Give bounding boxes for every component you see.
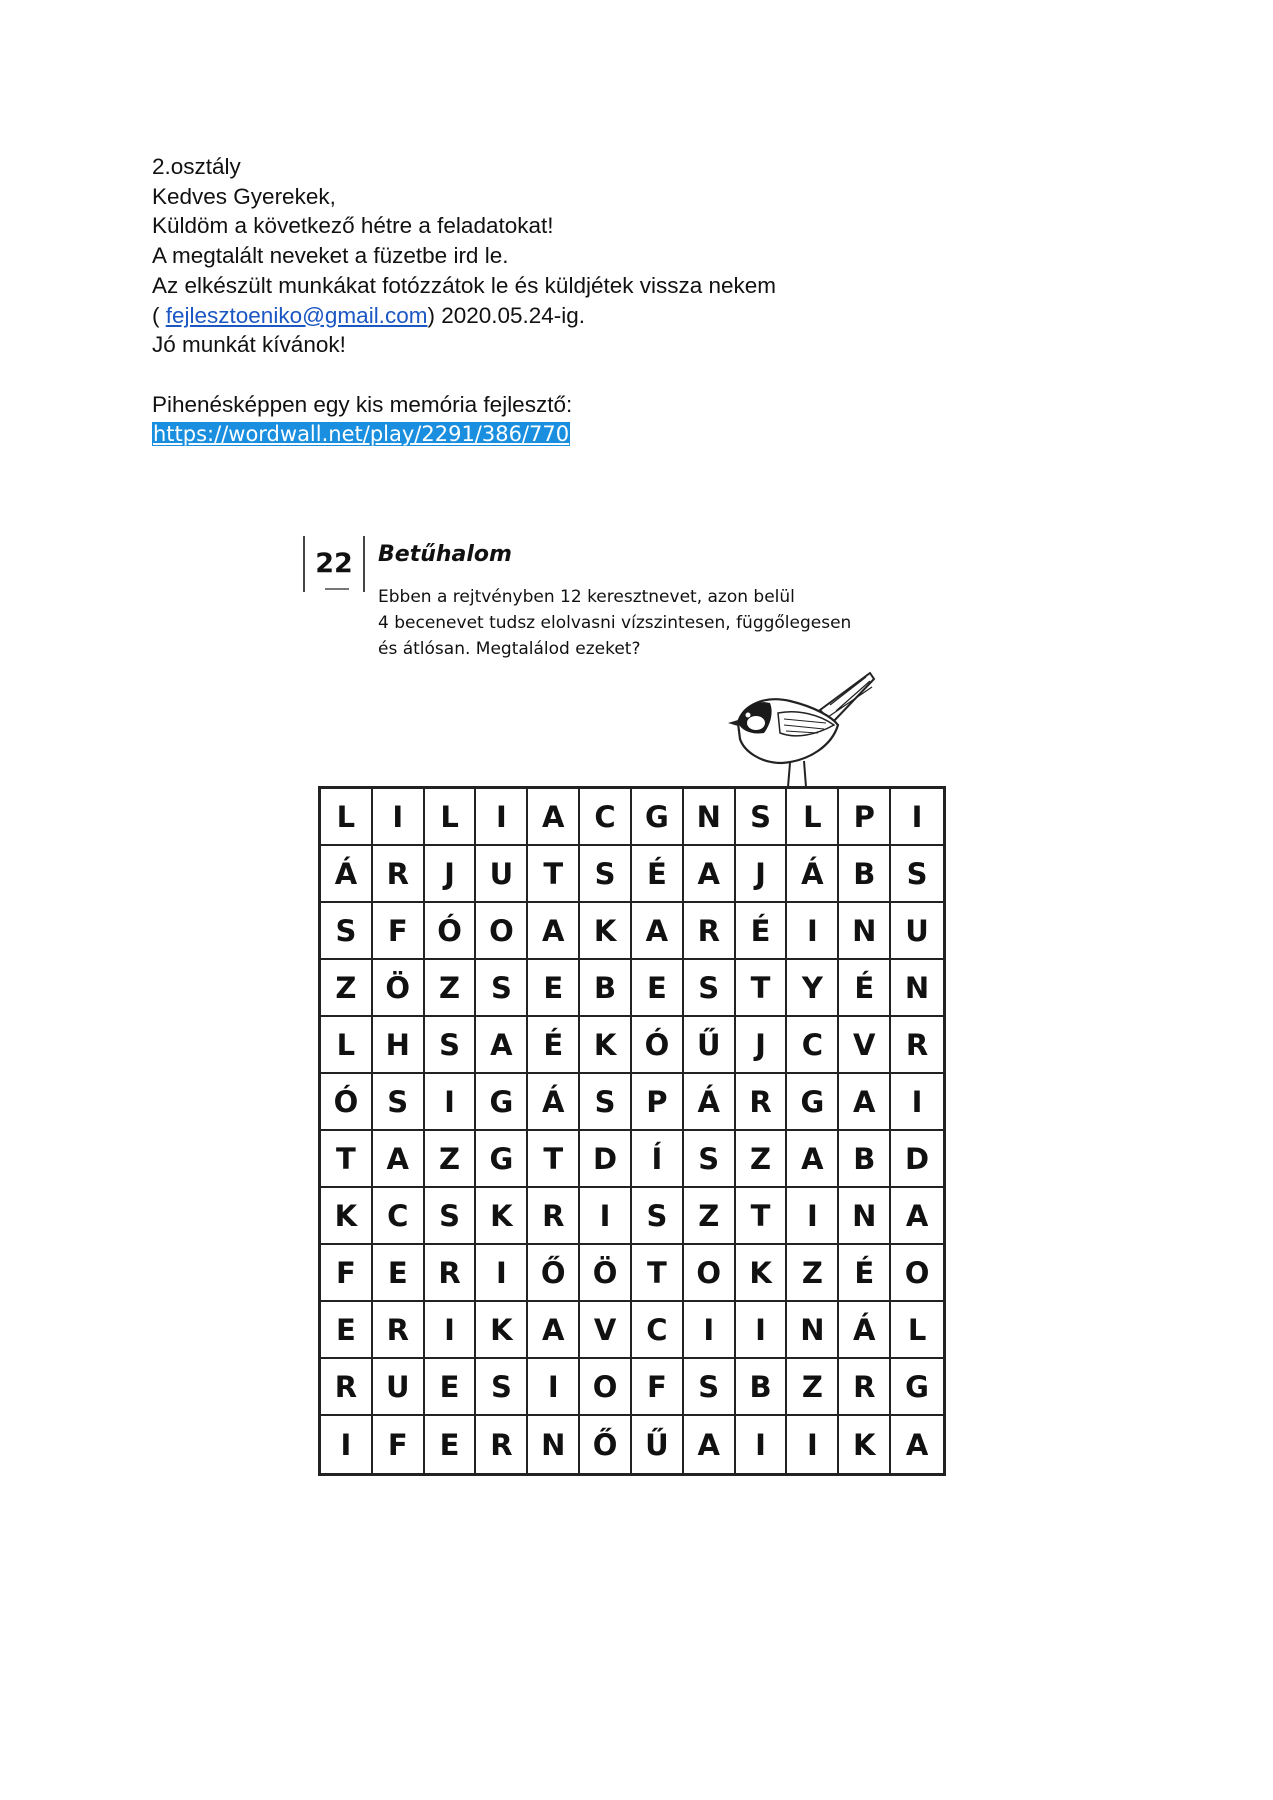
grid-cell: J — [425, 846, 477, 903]
grid-cell: U — [476, 846, 528, 903]
grade-line: 2.osztály — [152, 154, 241, 179]
grid-cell: S — [684, 960, 736, 1017]
grid-cell: L — [321, 789, 373, 846]
grid-cell: E — [528, 960, 580, 1017]
grid-cell: G — [476, 1131, 528, 1188]
grid-cell: I — [425, 1302, 477, 1359]
email-prefix: ( — [152, 302, 166, 328]
grid-cell: B — [580, 960, 632, 1017]
grid-cell: K — [580, 1017, 632, 1074]
grid-cell: S — [684, 1131, 736, 1188]
grid-cell: A — [373, 1131, 425, 1188]
grid-cell: I — [373, 789, 425, 846]
description-line-3: és átlósan. Megtalálod ezeket? — [378, 639, 641, 659]
grid-cell: Z — [425, 1131, 477, 1188]
grid-cell: U — [891, 903, 943, 960]
grid-cell: O — [891, 1245, 943, 1302]
grid-cell: Z — [787, 1359, 839, 1416]
grid-cell: I — [321, 1416, 373, 1473]
grid-cell: N — [839, 1188, 891, 1245]
grid-cell: Á — [787, 846, 839, 903]
spacer — [152, 360, 776, 390]
grid-cell: É — [736, 903, 788, 960]
grid-cell: V — [839, 1017, 891, 1074]
letter-grid — [318, 786, 946, 1476]
grid-cell: N — [891, 960, 943, 1017]
grid-cell: S — [425, 1017, 477, 1074]
grid-cell: N — [684, 789, 736, 846]
grid-cell: I — [476, 789, 528, 846]
grid-cell: C — [373, 1188, 425, 1245]
grid-cell: I — [787, 1188, 839, 1245]
grid-cell: I — [891, 789, 943, 846]
puzzle-number: 22 — [303, 536, 365, 592]
grid-cell: B — [839, 1131, 891, 1188]
grid-cell: C — [580, 789, 632, 846]
grid-cell: A — [684, 846, 736, 903]
grid-cell: I — [580, 1188, 632, 1245]
grid-cell: K — [321, 1188, 373, 1245]
puzzle-title: Betűhalom — [378, 542, 512, 567]
submit-line: Az elkészült munkákat fotózzátok le és küldjétek vissza nekem — [152, 272, 777, 298]
grid-cell: N — [787, 1302, 839, 1359]
grid-cell: K — [736, 1245, 788, 1302]
grid-cell: T — [528, 846, 580, 903]
grid-cell: E — [425, 1359, 477, 1416]
grid-cell: Ű — [684, 1017, 736, 1074]
grid-cell: I — [787, 1416, 839, 1473]
grid-cell: K — [580, 903, 632, 960]
email-link[interactable]: fejlesztoeniko@gmail.com — [165, 302, 428, 328]
grid-cell: C — [632, 1302, 684, 1359]
grid-cell: K — [476, 1188, 528, 1245]
grid-cell: R — [684, 903, 736, 960]
grid-cell: P — [632, 1074, 684, 1131]
grid-cell: T — [736, 1188, 788, 1245]
grid-cell: P — [839, 789, 891, 846]
grid-cell: N — [839, 903, 891, 960]
grid-cell: Ó — [632, 1017, 684, 1074]
closing-line: Jó munkát kívánok! — [152, 332, 346, 358]
greeting-line: Kedves Gyerekek, — [152, 183, 336, 209]
grid-cell: R — [839, 1359, 891, 1416]
grid-cell: S — [684, 1359, 736, 1416]
grid-cell: A — [787, 1131, 839, 1188]
grid-cell: F — [632, 1359, 684, 1416]
grid-cell: A — [476, 1017, 528, 1074]
grid-cell: G — [476, 1074, 528, 1131]
grid-cell: O — [684, 1245, 736, 1302]
grid-cell: I — [891, 1074, 943, 1131]
grid-cell: A — [891, 1188, 943, 1245]
grid-cell: S — [321, 903, 373, 960]
grid-cell: Z — [684, 1188, 736, 1245]
grid-cell: B — [736, 1359, 788, 1416]
grid-cell: L — [787, 789, 839, 846]
grid-cell: T — [736, 960, 788, 1017]
grid-cell: É — [632, 846, 684, 903]
grid-cell: B — [839, 846, 891, 903]
intro-text — [152, 152, 776, 450]
description-line-1: Ebben a rejtvényben 12 keresztnevet, azon belül — [378, 587, 795, 607]
wordwall-link[interactable]: https://wordwall.net/play/2291/386/770 — [153, 422, 570, 447]
grid-cell: I — [736, 1416, 788, 1473]
grid-cell: I — [684, 1302, 736, 1359]
grid-cell: S — [373, 1074, 425, 1131]
grid-cell: L — [321, 1017, 373, 1074]
grid-cell: A — [905, 1427, 929, 1462]
grid-cell: G — [891, 1359, 943, 1416]
grid-cell: E — [373, 1245, 425, 1302]
grid-cell: R — [321, 1359, 373, 1416]
grid-cell: A — [528, 1302, 580, 1359]
grid-cell: Á — [321, 846, 373, 903]
grid-cell: D — [580, 1131, 632, 1188]
grid-cell: Í — [632, 1131, 684, 1188]
grid-cell: Á — [684, 1074, 736, 1131]
grid-cell: A — [632, 903, 684, 960]
grid-cell: Ö — [580, 1245, 632, 1302]
grid-cell: E — [321, 1302, 373, 1359]
grid-cell: J — [736, 846, 788, 903]
grid-cell: E — [632, 960, 684, 1017]
grid-cell: Ó — [425, 903, 477, 960]
grid-cell: U — [373, 1359, 425, 1416]
grid-cell: Z — [321, 960, 373, 1017]
memory-line: Pihenésképpen egy kis memória fejlesztő: — [152, 391, 573, 417]
grid-cell: T — [528, 1131, 580, 1188]
grid-cell: I — [528, 1359, 580, 1416]
grid-cell: G — [787, 1074, 839, 1131]
grid-cell: Á — [528, 1074, 580, 1131]
grid-cell: E — [425, 1416, 477, 1473]
grid-cell: D — [891, 1131, 943, 1188]
grid-cell: R — [891, 1017, 943, 1074]
grid-cell: Z — [787, 1245, 839, 1302]
grid-cell: Ö — [373, 960, 425, 1017]
grid-cell: N — [528, 1416, 580, 1473]
grid-cell: S — [476, 1359, 528, 1416]
grid-cell: Ő — [580, 1416, 632, 1473]
grid-cell: S — [580, 846, 632, 903]
grid-cell: L — [891, 1302, 943, 1359]
grid-cell: S — [476, 960, 528, 1017]
grid-cell: K — [476, 1302, 528, 1359]
deadline-text: ) 2020.05.24-ig. — [427, 302, 586, 328]
grid-cell: O — [580, 1359, 632, 1416]
grid-cell: R — [373, 1302, 425, 1359]
grid-cell: F — [373, 1416, 425, 1473]
grid-cell: É — [839, 960, 891, 1017]
grid-cell: F — [373, 903, 425, 960]
grid-cell: S — [736, 789, 788, 846]
grid-cell: O — [476, 903, 528, 960]
grid-cell: R — [373, 846, 425, 903]
grid-cell: C — [787, 1017, 839, 1074]
description-line-2: 4 becenevet tudsz elolvasni vízszintesen, függőlegesen — [378, 613, 852, 633]
grid-cell: Z — [736, 1131, 788, 1188]
divider — [325, 588, 349, 590]
grid-cell: K — [839, 1416, 891, 1473]
grid-cell: É — [839, 1245, 891, 1302]
grid-cell: Y — [787, 960, 839, 1017]
grid-cell: S — [891, 846, 943, 903]
grid-cell: A — [528, 789, 580, 846]
grid-cell: I — [476, 1245, 528, 1302]
grid-cell: T — [632, 1245, 684, 1302]
email-line — [152, 301, 776, 331]
grid-cell: Z — [425, 960, 477, 1017]
grid-cell: A — [528, 903, 580, 960]
grid-cell: Ó — [321, 1074, 373, 1131]
grid-cell: Ű — [632, 1416, 684, 1473]
grid-cell: S — [580, 1074, 632, 1131]
wordwall-line — [152, 419, 776, 450]
grid-cell: G — [632, 789, 684, 846]
task-line: Küldöm a következő hétre a feladatokat! — [152, 213, 554, 239]
grid-cell: F — [321, 1245, 373, 1302]
grid-cell: H — [373, 1017, 425, 1074]
puzzle-description — [378, 584, 898, 662]
grid-cell: S — [425, 1188, 477, 1245]
grid-cell: R — [476, 1416, 528, 1473]
grid-cell: I — [425, 1074, 477, 1131]
grid-cell: A — [684, 1416, 736, 1473]
grid-cell: J — [736, 1017, 788, 1074]
grid-cell: L — [425, 789, 477, 846]
grid-cell: R — [425, 1245, 477, 1302]
grid-cell: S — [632, 1188, 684, 1245]
bird-icon — [720, 665, 880, 790]
grid-cell: É — [528, 1017, 580, 1074]
instruction-line: A megtalált neveket a füzetbe ird le. — [152, 243, 509, 269]
grid-cell: A — [839, 1074, 891, 1131]
grid-cell: Á — [839, 1302, 891, 1359]
grid-cell: T — [321, 1131, 373, 1188]
grid-cell: Ő — [528, 1245, 580, 1302]
grid-cell: R — [736, 1074, 788, 1131]
grid-cell: I — [787, 903, 839, 960]
grid-cell: I — [736, 1302, 788, 1359]
grid-cell: V — [580, 1302, 632, 1359]
grid-cell: R — [528, 1188, 580, 1245]
